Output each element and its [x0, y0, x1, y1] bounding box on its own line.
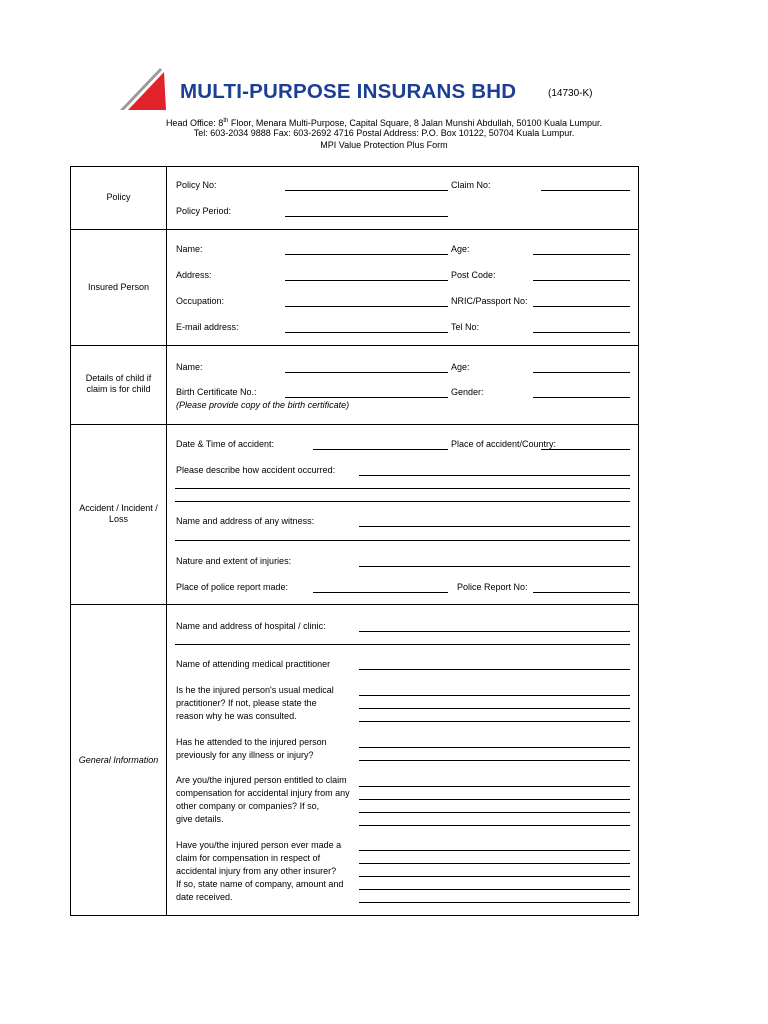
accident-place-label: Place of accident/Country: — [451, 439, 557, 449]
accident-datetime-field[interactable] — [313, 449, 448, 450]
accident-describe-field[interactable] — [175, 501, 630, 502]
section-general-title: General Information — [78, 755, 159, 765]
hospital-field[interactable] — [359, 631, 630, 632]
injuries-field[interactable] — [359, 566, 630, 567]
police-place-label: Place of police report made: — [176, 582, 289, 592]
insured-postcode-label: Post Code: — [451, 270, 496, 280]
insured-name-field[interactable] — [285, 254, 448, 255]
question-usual-practitioner: Is he the injured person's usual medical practitioner? If not, please state the reason why he was consulted. — [176, 685, 334, 721]
answer-previous-claim[interactable] — [359, 876, 630, 877]
answer-attended-previously[interactable] — [359, 760, 630, 761]
row-divider — [70, 345, 639, 346]
answer-entitled-compensation[interactable] — [359, 799, 630, 800]
police-no-field[interactable] — [533, 592, 630, 593]
answer-previous-claim[interactable] — [359, 889, 630, 890]
company-reg-no: (14730-K) — [548, 88, 593, 99]
child-name-field[interactable] — [285, 372, 448, 373]
hospital-field[interactable] — [175, 644, 630, 645]
answer-usual-practitioner[interactable] — [359, 695, 630, 696]
section-policy-title: Policy — [106, 192, 131, 202]
policy-no-label: Policy No: — [176, 180, 217, 190]
claim-no-field[interactable] — [541, 190, 630, 191]
insured-nric-label: NRIC/Passport No: — [451, 296, 528, 306]
row-divider — [70, 229, 639, 230]
insured-email-label: E-mail address: — [176, 322, 239, 332]
witness-field[interactable] — [359, 526, 630, 527]
practitioner-label: Name of attending medical practitioner — [176, 659, 331, 669]
birth-cert-label: Birth Certificate No.: — [176, 387, 257, 397]
accident-describe-field[interactable] — [359, 475, 630, 476]
child-age-label: Age: — [451, 362, 470, 372]
answer-previous-claim[interactable] — [359, 863, 630, 864]
birth-cert-note: (Please provide copy of the birth certificate) — [176, 400, 350, 410]
answer-previous-claim[interactable] — [359, 850, 630, 851]
claim-no-label: Claim No: — [451, 180, 491, 190]
answer-previous-claim[interactable] — [359, 902, 630, 903]
police-no-label: Police Report No: — [457, 582, 528, 592]
answer-entitled-compensation[interactable] — [359, 786, 630, 787]
accident-place-field[interactable] — [541, 449, 630, 450]
insured-address-label: Address: — [176, 270, 212, 280]
form-title: MPI Value Protection Plus Form — [320, 140, 448, 150]
insured-occupation-label: Occupation: — [176, 296, 225, 306]
witness-field[interactable] — [175, 540, 630, 541]
birth-cert-field[interactable] — [285, 397, 448, 398]
policy-no-field[interactable] — [285, 190, 448, 191]
question-entitled-compensation: Are you/the injured person entitled to claim compensation for accidental injury from any other company or companies? If so, give details. — [176, 775, 350, 824]
insured-tel-label: Tel No: — [451, 322, 480, 332]
policy-period-field[interactable] — [285, 216, 448, 217]
insured-occupation-field[interactable] — [285, 306, 448, 307]
contact-line: Tel: 603-2034 9888 Fax: 603-2692 4716 Postal Address: P.O. Box 10122, 50704 Kuala Lumpur. — [193, 128, 575, 138]
accident-describe-label: Please describe how accident occurred: — [176, 465, 336, 475]
policy-period-label: Policy Period: — [176, 206, 232, 216]
accident-datetime-label: Date & Time of accident: — [176, 439, 275, 449]
insured-postcode-field[interactable] — [533, 280, 630, 281]
insured-tel-field[interactable] — [533, 332, 630, 333]
insured-age-label: Age: — [451, 244, 470, 254]
insured-nric-field[interactable] — [533, 306, 630, 307]
child-gender-label: Gender: — [451, 387, 484, 397]
child-name-label: Name: — [176, 362, 203, 372]
police-place-field[interactable] — [313, 592, 448, 593]
child-gender-field[interactable] — [533, 397, 630, 398]
head-office-address: Head Office: 8th Floor, Menara Multi-Purpose, Capital Square, 8 Jalan Munshi Abdullah, 50100 Kuala Lumpur. — [165, 118, 603, 128]
insured-name-label: Name: — [176, 244, 203, 254]
question-attended-previously: Has he attended to the injured person previously for any illness or injury? — [176, 737, 327, 760]
section-child-title: Details of child if claim is for child — [85, 373, 152, 394]
witness-label: Name and address of any witness: — [176, 516, 315, 526]
row-divider — [70, 604, 639, 605]
practitioner-field[interactable] — [359, 669, 630, 670]
injuries-label: Nature and extent of injuries: — [176, 556, 292, 566]
column-divider — [166, 166, 167, 916]
company-logo — [118, 66, 168, 112]
claim-form-table — [70, 166, 639, 916]
answer-usual-practitioner[interactable] — [359, 721, 630, 722]
company-name: MULTI-PURPOSE INSURANS BHD — [180, 80, 517, 103]
row-divider — [70, 424, 639, 425]
section-accident-title: Accident / Incident / Loss — [79, 503, 158, 524]
answer-attended-previously[interactable] — [359, 747, 630, 748]
answer-entitled-compensation[interactable] — [359, 812, 630, 813]
insured-age-field[interactable] — [533, 254, 630, 255]
insured-address-field[interactable] — [285, 280, 448, 281]
hospital-label: Name and address of hospital / clinic: — [176, 621, 326, 631]
answer-usual-practitioner[interactable] — [359, 708, 630, 709]
child-age-field[interactable] — [533, 372, 630, 373]
answer-entitled-compensation[interactable] — [359, 825, 630, 826]
section-insured-title: Insured Person — [87, 282, 150, 292]
insured-email-field[interactable] — [285, 332, 448, 333]
accident-describe-field[interactable] — [175, 488, 630, 489]
question-previous-claim: Have you/the injured person ever made a claim for compensation in respect of accidental injury from any other insurer? If so, state name of company, amount and date received. — [176, 840, 344, 902]
